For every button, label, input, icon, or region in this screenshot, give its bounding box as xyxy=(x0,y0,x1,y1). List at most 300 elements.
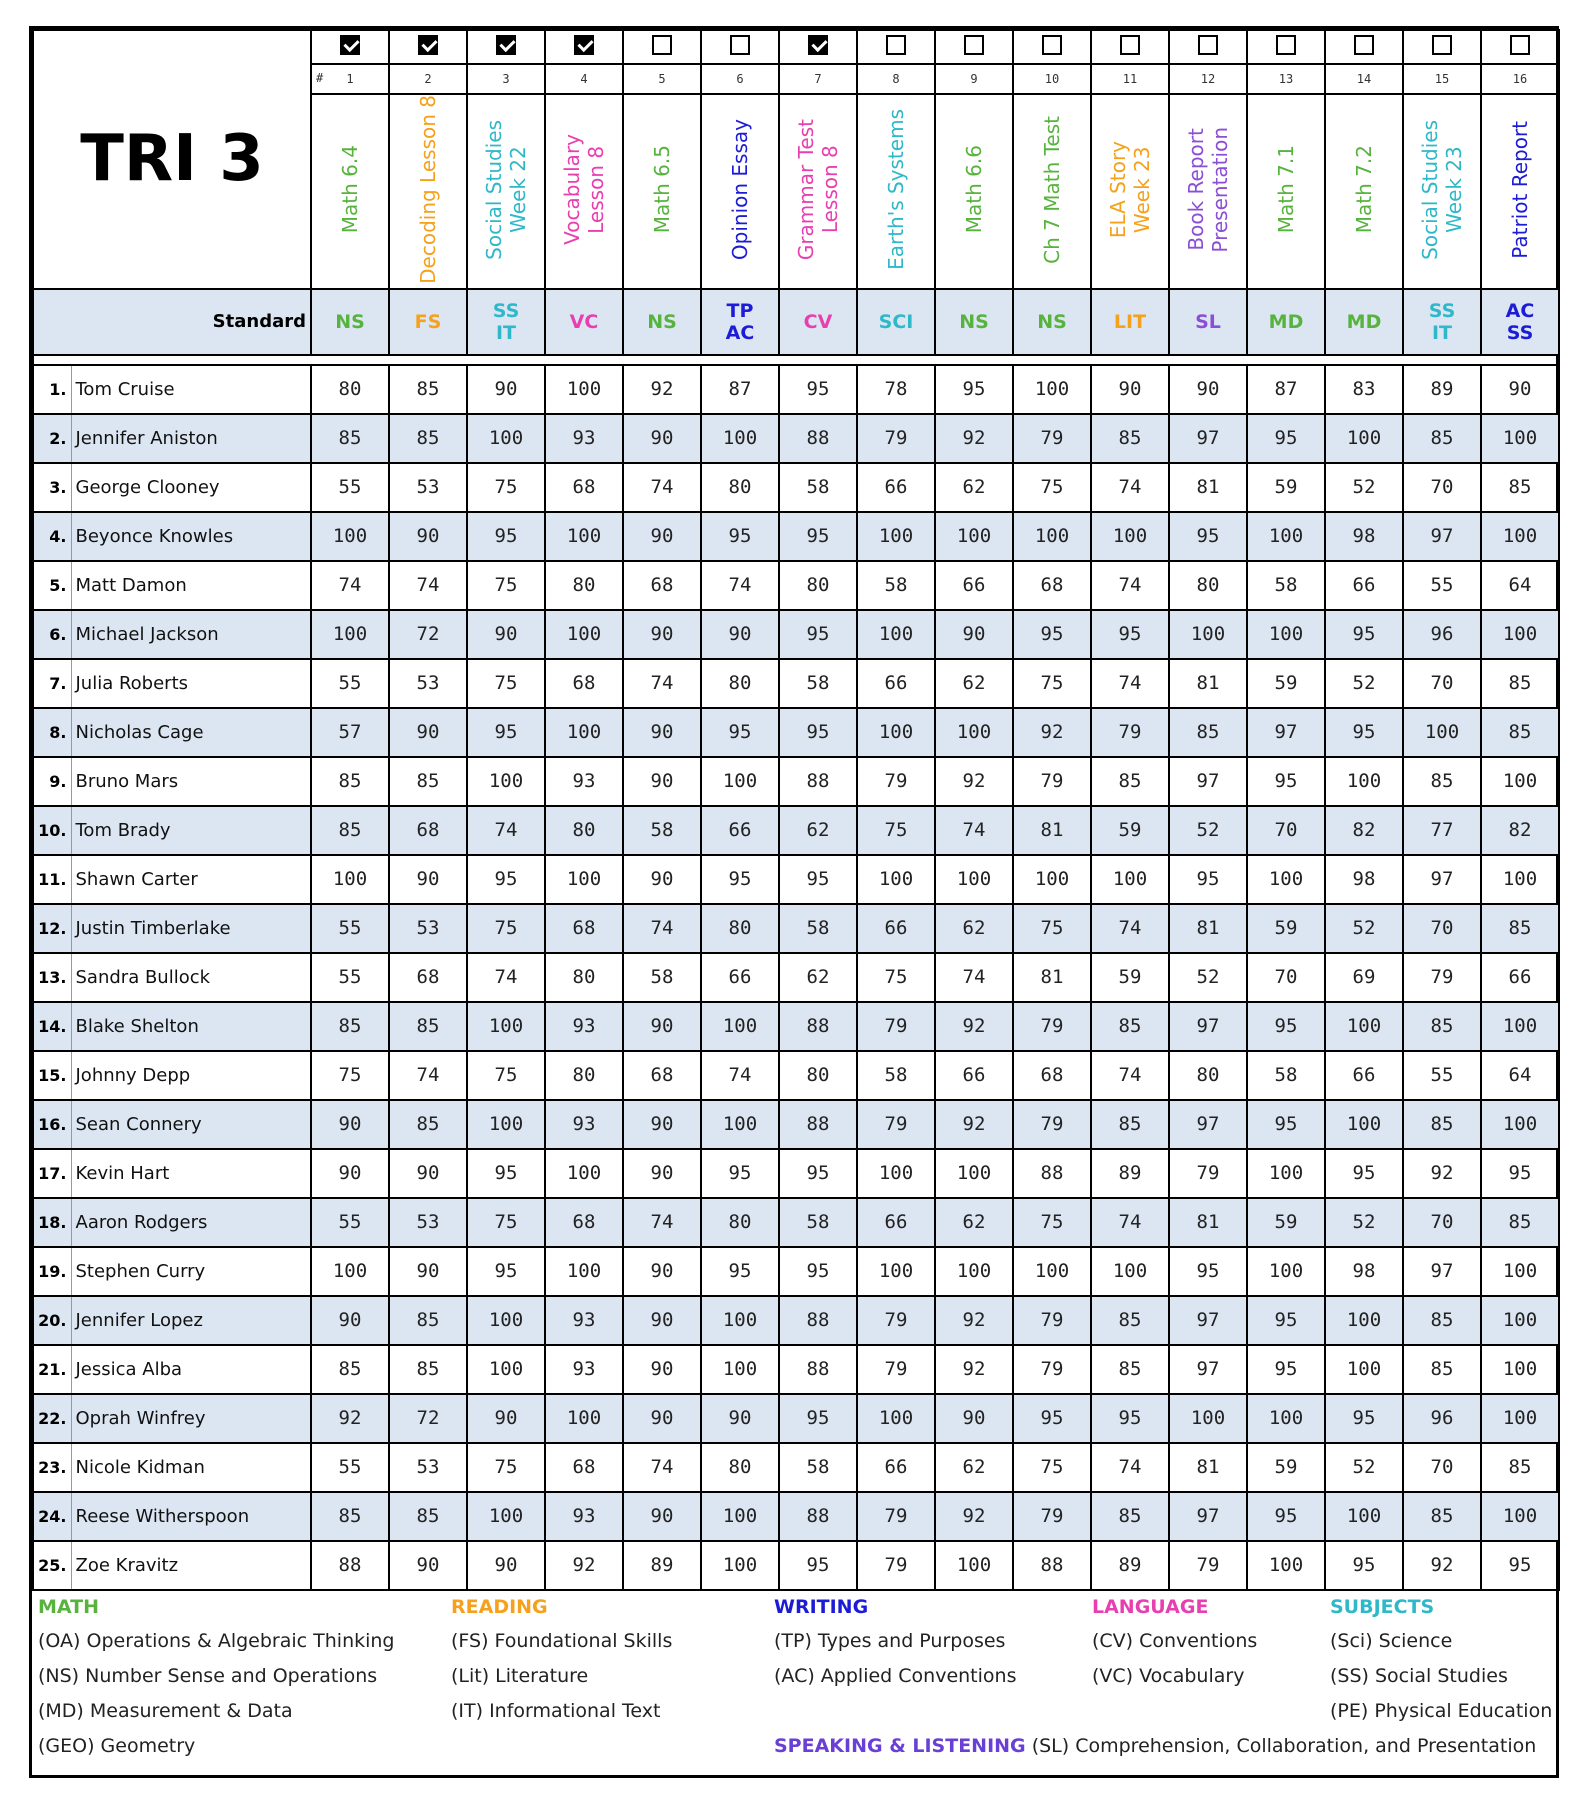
score-cell[interactable]: 66 xyxy=(701,953,779,1002)
score-cell[interactable]: 95 xyxy=(1481,1149,1559,1198)
score-cell[interactable]: 97 xyxy=(1169,1296,1247,1345)
score-cell[interactable]: 90 xyxy=(389,708,467,757)
score-cell[interactable]: 95 xyxy=(1013,610,1091,659)
score-cell[interactable]: 79 xyxy=(1403,953,1481,1002)
score-cell[interactable]: 95 xyxy=(1325,708,1403,757)
score-cell[interactable]: 66 xyxy=(1325,1051,1403,1100)
score-cell[interactable]: 92 xyxy=(1403,1149,1481,1198)
score-cell[interactable]: 97 xyxy=(1169,1492,1247,1541)
score-cell[interactable]: 90 xyxy=(935,610,1013,659)
score-cell[interactable]: 66 xyxy=(857,904,935,953)
score-cell[interactable]: 90 xyxy=(389,512,467,561)
score-cell[interactable]: 92 xyxy=(935,1345,1013,1394)
score-cell[interactable]: 81 xyxy=(1169,659,1247,708)
score-cell[interactable]: 66 xyxy=(935,561,1013,610)
score-cell[interactable]: 58 xyxy=(623,806,701,855)
score-cell[interactable]: 87 xyxy=(1247,365,1325,414)
score-cell[interactable]: 85 xyxy=(1481,904,1559,953)
score-cell[interactable]: 100 xyxy=(1247,1247,1325,1296)
score-cell[interactable]: 95 xyxy=(1325,610,1403,659)
score-cell[interactable]: 89 xyxy=(623,1541,701,1590)
checkbox-cell[interactable] xyxy=(1169,30,1247,64)
score-cell[interactable]: 75 xyxy=(311,1051,389,1100)
score-cell[interactable]: 97 xyxy=(1247,708,1325,757)
score-cell[interactable]: 90 xyxy=(623,1100,701,1149)
score-cell[interactable]: 100 xyxy=(467,1296,545,1345)
score-cell[interactable]: 59 xyxy=(1247,1443,1325,1492)
score-cell[interactable]: 79 xyxy=(1169,1149,1247,1198)
score-cell[interactable]: 75 xyxy=(857,806,935,855)
score-cell[interactable]: 98 xyxy=(1325,1247,1403,1296)
score-cell[interactable]: 85 xyxy=(389,1100,467,1149)
score-cell[interactable]: 85 xyxy=(1091,1345,1169,1394)
score-cell[interactable]: 79 xyxy=(1013,1296,1091,1345)
score-cell[interactable]: 100 xyxy=(857,1149,935,1198)
score-cell[interactable]: 77 xyxy=(1403,806,1481,855)
score-cell[interactable]: 55 xyxy=(1403,561,1481,610)
score-cell[interactable]: 100 xyxy=(1091,1247,1169,1296)
score-cell[interactable]: 74 xyxy=(1091,904,1169,953)
score-cell[interactable]: 92 xyxy=(1013,708,1091,757)
score-cell[interactable]: 66 xyxy=(1481,953,1559,1002)
checkbox-cell[interactable] xyxy=(623,30,701,64)
score-cell[interactable]: 92 xyxy=(935,1100,1013,1149)
checkbox-cell[interactable] xyxy=(779,30,857,64)
checkbox-cell[interactable] xyxy=(311,30,389,64)
score-cell[interactable]: 100 xyxy=(467,1100,545,1149)
score-cell[interactable]: 93 xyxy=(545,757,623,806)
score-cell[interactable]: 74 xyxy=(389,1051,467,1100)
score-cell[interactable]: 95 xyxy=(1325,1149,1403,1198)
score-cell[interactable]: 90 xyxy=(623,610,701,659)
score-cell[interactable]: 74 xyxy=(389,561,467,610)
score-cell[interactable]: 97 xyxy=(1403,1247,1481,1296)
score-cell[interactable]: 88 xyxy=(779,1002,857,1051)
score-cell[interactable]: 85 xyxy=(1091,757,1169,806)
score-cell[interactable]: 100 xyxy=(1091,512,1169,561)
score-cell[interactable]: 64 xyxy=(1481,1051,1559,1100)
score-cell[interactable]: 96 xyxy=(1403,1394,1481,1443)
score-cell[interactable]: 79 xyxy=(857,1345,935,1394)
score-cell[interactable]: 74 xyxy=(623,659,701,708)
score-cell[interactable]: 100 xyxy=(467,1345,545,1394)
score-cell[interactable]: 59 xyxy=(1091,806,1169,855)
score-cell[interactable]: 100 xyxy=(545,855,623,904)
score-cell[interactable]: 100 xyxy=(311,1247,389,1296)
score-cell[interactable]: 100 xyxy=(935,1541,1013,1590)
score-cell[interactable]: 92 xyxy=(623,365,701,414)
score-cell[interactable]: 100 xyxy=(1481,610,1559,659)
score-cell[interactable]: 100 xyxy=(1481,1296,1559,1345)
score-cell[interactable]: 75 xyxy=(1013,659,1091,708)
score-cell[interactable]: 95 xyxy=(1247,1002,1325,1051)
score-cell[interactable]: 100 xyxy=(545,1149,623,1198)
score-cell[interactable]: 52 xyxy=(1325,904,1403,953)
score-cell[interactable]: 95 xyxy=(1247,1100,1325,1149)
score-cell[interactable]: 75 xyxy=(467,463,545,512)
score-cell[interactable]: 95 xyxy=(701,855,779,904)
score-cell[interactable]: 95 xyxy=(467,855,545,904)
score-cell[interactable]: 66 xyxy=(935,1051,1013,1100)
score-cell[interactable]: 81 xyxy=(1169,1198,1247,1247)
score-cell[interactable]: 100 xyxy=(857,1247,935,1296)
score-cell[interactable]: 100 xyxy=(1247,1149,1325,1198)
score-cell[interactable]: 95 xyxy=(1247,1296,1325,1345)
score-cell[interactable]: 85 xyxy=(389,365,467,414)
score-cell[interactable]: 55 xyxy=(1403,1051,1481,1100)
score-cell[interactable]: 52 xyxy=(1325,1443,1403,1492)
assignment-checkbox[interactable] xyxy=(340,35,360,55)
score-cell[interactable]: 68 xyxy=(545,904,623,953)
score-cell[interactable]: 81 xyxy=(1169,904,1247,953)
score-cell[interactable]: 88 xyxy=(1013,1541,1091,1590)
score-cell[interactable]: 95 xyxy=(1247,414,1325,463)
score-cell[interactable]: 90 xyxy=(623,855,701,904)
score-cell[interactable]: 75 xyxy=(467,1443,545,1492)
score-cell[interactable]: 92 xyxy=(1403,1541,1481,1590)
score-cell[interactable]: 100 xyxy=(1013,1247,1091,1296)
score-cell[interactable]: 80 xyxy=(701,659,779,708)
score-cell[interactable]: 95 xyxy=(1247,1345,1325,1394)
score-cell[interactable]: 74 xyxy=(935,806,1013,855)
score-cell[interactable]: 95 xyxy=(467,1247,545,1296)
assignment-checkbox[interactable] xyxy=(1042,35,1062,55)
score-cell[interactable]: 79 xyxy=(1013,1100,1091,1149)
score-cell[interactable]: 95 xyxy=(701,1247,779,1296)
score-cell[interactable]: 80 xyxy=(701,1443,779,1492)
score-cell[interactable]: 95 xyxy=(779,1149,857,1198)
score-cell[interactable]: 68 xyxy=(1013,1051,1091,1100)
score-cell[interactable]: 100 xyxy=(467,1492,545,1541)
assignment-checkbox[interactable] xyxy=(1510,35,1530,55)
score-cell[interactable]: 75 xyxy=(857,953,935,1002)
score-cell[interactable]: 85 xyxy=(1403,757,1481,806)
score-cell[interactable]: 52 xyxy=(1169,806,1247,855)
score-cell[interactable]: 92 xyxy=(935,1002,1013,1051)
score-cell[interactable]: 55 xyxy=(311,904,389,953)
score-cell[interactable]: 66 xyxy=(701,806,779,855)
checkbox-cell[interactable] xyxy=(1091,30,1169,64)
score-cell[interactable]: 58 xyxy=(857,1051,935,1100)
score-cell[interactable]: 90 xyxy=(623,1149,701,1198)
score-cell[interactable]: 100 xyxy=(311,512,389,561)
score-cell[interactable]: 90 xyxy=(467,610,545,659)
score-cell[interactable]: 74 xyxy=(701,561,779,610)
score-cell[interactable]: 100 xyxy=(1247,1394,1325,1443)
score-cell[interactable]: 68 xyxy=(545,659,623,708)
score-cell[interactable]: 85 xyxy=(1403,1002,1481,1051)
score-cell[interactable]: 74 xyxy=(1091,1198,1169,1247)
score-cell[interactable]: 78 xyxy=(857,365,935,414)
assignment-checkbox[interactable] xyxy=(1198,35,1218,55)
score-cell[interactable]: 55 xyxy=(311,953,389,1002)
assignment-checkbox[interactable] xyxy=(652,35,672,55)
score-cell[interactable]: 100 xyxy=(1481,1247,1559,1296)
score-cell[interactable]: 100 xyxy=(701,757,779,806)
score-cell[interactable]: 100 xyxy=(1169,1394,1247,1443)
score-cell[interactable]: 100 xyxy=(311,610,389,659)
score-cell[interactable]: 57 xyxy=(311,708,389,757)
score-cell[interactable]: 100 xyxy=(1247,855,1325,904)
score-cell[interactable]: 79 xyxy=(857,757,935,806)
score-cell[interactable]: 79 xyxy=(857,1002,935,1051)
score-cell[interactable]: 95 xyxy=(1325,1541,1403,1590)
score-cell[interactable]: 85 xyxy=(389,1002,467,1051)
score-cell[interactable]: 95 xyxy=(1247,757,1325,806)
score-cell[interactable]: 75 xyxy=(467,659,545,708)
score-cell[interactable]: 59 xyxy=(1247,463,1325,512)
score-cell[interactable]: 89 xyxy=(1091,1541,1169,1590)
score-cell[interactable]: 62 xyxy=(935,659,1013,708)
assignment-checkbox[interactable] xyxy=(1276,35,1296,55)
checkbox-cell[interactable] xyxy=(1013,30,1091,64)
score-cell[interactable]: 100 xyxy=(701,1296,779,1345)
score-cell[interactable]: 100 xyxy=(701,1100,779,1149)
score-cell[interactable]: 81 xyxy=(1013,953,1091,1002)
score-cell[interactable]: 97 xyxy=(1169,414,1247,463)
score-cell[interactable]: 85 xyxy=(389,414,467,463)
score-cell[interactable]: 90 xyxy=(623,708,701,757)
score-cell[interactable]: 92 xyxy=(935,414,1013,463)
score-cell[interactable]: 74 xyxy=(1091,463,1169,512)
score-cell[interactable]: 85 xyxy=(1403,1296,1481,1345)
score-cell[interactable]: 85 xyxy=(1481,1443,1559,1492)
score-cell[interactable]: 100 xyxy=(1169,610,1247,659)
score-cell[interactable]: 95 xyxy=(1169,1247,1247,1296)
score-cell[interactable]: 66 xyxy=(857,1198,935,1247)
score-cell[interactable]: 68 xyxy=(545,1443,623,1492)
score-cell[interactable]: 52 xyxy=(1169,953,1247,1002)
score-cell[interactable]: 90 xyxy=(623,512,701,561)
score-cell[interactable]: 95 xyxy=(1091,1394,1169,1443)
score-cell[interactable]: 90 xyxy=(311,1100,389,1149)
score-cell[interactable]: 79 xyxy=(857,1541,935,1590)
score-cell[interactable]: 58 xyxy=(779,659,857,708)
score-cell[interactable]: 90 xyxy=(311,1149,389,1198)
score-cell[interactable]: 100 xyxy=(1481,757,1559,806)
score-cell[interactable]: 100 xyxy=(857,512,935,561)
score-cell[interactable]: 72 xyxy=(389,610,467,659)
score-cell[interactable]: 93 xyxy=(545,414,623,463)
score-cell[interactable]: 58 xyxy=(623,953,701,1002)
checkbox-cell[interactable] xyxy=(1247,30,1325,64)
score-cell[interactable]: 52 xyxy=(1325,659,1403,708)
score-cell[interactable]: 85 xyxy=(1091,1296,1169,1345)
score-cell[interactable]: 85 xyxy=(1403,1492,1481,1541)
score-cell[interactable]: 100 xyxy=(1481,1002,1559,1051)
score-cell[interactable]: 100 xyxy=(1481,855,1559,904)
score-cell[interactable]: 90 xyxy=(1169,365,1247,414)
score-cell[interactable]: 70 xyxy=(1247,953,1325,1002)
score-cell[interactable]: 79 xyxy=(1013,1002,1091,1051)
score-cell[interactable]: 100 xyxy=(1481,1100,1559,1149)
score-cell[interactable]: 100 xyxy=(1247,1541,1325,1590)
score-cell[interactable]: 96 xyxy=(1403,610,1481,659)
score-cell[interactable]: 79 xyxy=(857,1296,935,1345)
checkbox-cell[interactable] xyxy=(1481,30,1559,64)
score-cell[interactable]: 90 xyxy=(623,1492,701,1541)
score-cell[interactable]: 75 xyxy=(1013,1443,1091,1492)
score-cell[interactable]: 66 xyxy=(857,463,935,512)
assignment-checkbox[interactable] xyxy=(808,35,828,55)
score-cell[interactable]: 95 xyxy=(779,1541,857,1590)
score-cell[interactable]: 85 xyxy=(1481,463,1559,512)
score-cell[interactable]: 88 xyxy=(779,1296,857,1345)
score-cell[interactable]: 92 xyxy=(545,1541,623,1590)
assignment-checkbox[interactable] xyxy=(730,35,750,55)
score-cell[interactable]: 85 xyxy=(1091,1100,1169,1149)
score-cell[interactable]: 100 xyxy=(935,855,1013,904)
score-cell[interactable]: 90 xyxy=(467,1541,545,1590)
score-cell[interactable]: 100 xyxy=(701,1345,779,1394)
checkbox-cell[interactable] xyxy=(935,30,1013,64)
score-cell[interactable]: 52 xyxy=(1325,463,1403,512)
score-cell[interactable]: 70 xyxy=(1403,1443,1481,1492)
score-cell[interactable]: 80 xyxy=(311,365,389,414)
score-cell[interactable]: 79 xyxy=(1169,1541,1247,1590)
score-cell[interactable]: 68 xyxy=(389,806,467,855)
score-cell[interactable]: 97 xyxy=(1169,1002,1247,1051)
score-cell[interactable]: 85 xyxy=(311,414,389,463)
score-cell[interactable]: 62 xyxy=(935,1198,1013,1247)
score-cell[interactable]: 80 xyxy=(1169,1051,1247,1100)
score-cell[interactable]: 95 xyxy=(779,512,857,561)
score-cell[interactable]: 53 xyxy=(389,904,467,953)
score-cell[interactable]: 97 xyxy=(1403,855,1481,904)
score-cell[interactable]: 88 xyxy=(1013,1149,1091,1198)
score-cell[interactable]: 100 xyxy=(1325,757,1403,806)
score-cell[interactable]: 100 xyxy=(1481,1345,1559,1394)
score-cell[interactable]: 68 xyxy=(389,953,467,1002)
score-cell[interactable]: 85 xyxy=(311,1002,389,1051)
score-cell[interactable]: 85 xyxy=(1091,1492,1169,1541)
score-cell[interactable]: 59 xyxy=(1247,1198,1325,1247)
score-cell[interactable]: 55 xyxy=(311,1198,389,1247)
score-cell[interactable]: 100 xyxy=(935,512,1013,561)
score-cell[interactable]: 95 xyxy=(779,1394,857,1443)
score-cell[interactable]: 100 xyxy=(935,1247,1013,1296)
score-cell[interactable]: 100 xyxy=(701,1541,779,1590)
score-cell[interactable]: 69 xyxy=(1325,953,1403,1002)
score-cell[interactable]: 90 xyxy=(389,1247,467,1296)
score-cell[interactable]: 85 xyxy=(389,757,467,806)
score-cell[interactable]: 97 xyxy=(1169,757,1247,806)
score-cell[interactable]: 95 xyxy=(1325,1394,1403,1443)
score-cell[interactable]: 58 xyxy=(857,561,935,610)
score-cell[interactable]: 74 xyxy=(623,904,701,953)
score-cell[interactable]: 58 xyxy=(1247,1051,1325,1100)
assignment-checkbox[interactable] xyxy=(574,35,594,55)
score-cell[interactable]: 82 xyxy=(1481,806,1559,855)
score-cell[interactable]: 81 xyxy=(1169,463,1247,512)
score-cell[interactable]: 74 xyxy=(935,953,1013,1002)
score-cell[interactable]: 97 xyxy=(1403,512,1481,561)
score-cell[interactable]: 92 xyxy=(935,1296,1013,1345)
score-cell[interactable]: 79 xyxy=(1013,1492,1091,1541)
assignment-checkbox[interactable] xyxy=(418,35,438,55)
score-cell[interactable]: 90 xyxy=(467,1394,545,1443)
score-cell[interactable]: 70 xyxy=(1403,463,1481,512)
score-cell[interactable]: 85 xyxy=(311,1345,389,1394)
score-cell[interactable]: 59 xyxy=(1247,659,1325,708)
score-cell[interactable]: 95 xyxy=(467,1149,545,1198)
score-cell[interactable]: 70 xyxy=(1403,904,1481,953)
score-cell[interactable]: 100 xyxy=(701,1492,779,1541)
score-cell[interactable]: 70 xyxy=(1247,806,1325,855)
score-cell[interactable]: 58 xyxy=(779,1198,857,1247)
score-cell[interactable]: 53 xyxy=(389,659,467,708)
score-cell[interactable]: 100 xyxy=(1013,512,1091,561)
score-cell[interactable]: 53 xyxy=(389,1198,467,1247)
score-cell[interactable]: 68 xyxy=(545,463,623,512)
score-cell[interactable]: 74 xyxy=(467,953,545,1002)
score-cell[interactable]: 97 xyxy=(1169,1100,1247,1149)
score-cell[interactable]: 92 xyxy=(935,1492,1013,1541)
score-cell[interactable]: 89 xyxy=(1091,1149,1169,1198)
score-cell[interactable]: 66 xyxy=(857,1443,935,1492)
score-cell[interactable]: 93 xyxy=(545,1492,623,1541)
score-cell[interactable]: 75 xyxy=(1013,1198,1091,1247)
score-cell[interactable]: 100 xyxy=(1013,365,1091,414)
score-cell[interactable]: 88 xyxy=(311,1541,389,1590)
score-cell[interactable]: 80 xyxy=(545,561,623,610)
score-cell[interactable]: 95 xyxy=(701,1149,779,1198)
score-cell[interactable]: 59 xyxy=(1247,904,1325,953)
score-cell[interactable]: 100 xyxy=(857,1394,935,1443)
score-cell[interactable]: 100 xyxy=(545,610,623,659)
score-cell[interactable]: 100 xyxy=(1481,1492,1559,1541)
score-cell[interactable]: 85 xyxy=(1091,1002,1169,1051)
score-cell[interactable]: 74 xyxy=(1091,659,1169,708)
score-cell[interactable]: 75 xyxy=(467,561,545,610)
score-cell[interactable]: 62 xyxy=(935,1443,1013,1492)
score-cell[interactable]: 100 xyxy=(467,1002,545,1051)
score-cell[interactable]: 92 xyxy=(311,1394,389,1443)
checkbox-cell[interactable] xyxy=(857,30,935,64)
score-cell[interactable]: 90 xyxy=(623,1345,701,1394)
score-cell[interactable]: 82 xyxy=(1325,806,1403,855)
score-cell[interactable]: 90 xyxy=(1481,365,1559,414)
score-cell[interactable]: 62 xyxy=(935,463,1013,512)
score-cell[interactable]: 70 xyxy=(1403,1198,1481,1247)
score-cell[interactable]: 81 xyxy=(1169,1443,1247,1492)
assignment-checkbox[interactable] xyxy=(496,35,516,55)
score-cell[interactable]: 80 xyxy=(701,1198,779,1247)
score-cell[interactable]: 74 xyxy=(311,561,389,610)
score-cell[interactable]: 81 xyxy=(1013,806,1091,855)
score-cell[interactable]: 90 xyxy=(935,1394,1013,1443)
score-cell[interactable]: 58 xyxy=(779,1443,857,1492)
score-cell[interactable]: 90 xyxy=(467,365,545,414)
score-cell[interactable]: 90 xyxy=(701,610,779,659)
score-cell[interactable]: 58 xyxy=(779,463,857,512)
score-cell[interactable]: 95 xyxy=(1091,610,1169,659)
score-cell[interactable]: 55 xyxy=(311,1443,389,1492)
score-cell[interactable]: 95 xyxy=(1169,855,1247,904)
checkbox-cell[interactable] xyxy=(389,30,467,64)
score-cell[interactable]: 88 xyxy=(779,1345,857,1394)
score-cell[interactable]: 85 xyxy=(1091,414,1169,463)
score-cell[interactable]: 80 xyxy=(701,904,779,953)
score-cell[interactable]: 80 xyxy=(779,1051,857,1100)
score-cell[interactable]: 95 xyxy=(701,512,779,561)
score-cell[interactable]: 100 xyxy=(467,414,545,463)
score-cell[interactable]: 68 xyxy=(545,1198,623,1247)
score-cell[interactable]: 88 xyxy=(779,757,857,806)
score-cell[interactable]: 75 xyxy=(467,1198,545,1247)
assignment-checkbox[interactable] xyxy=(964,35,984,55)
score-cell[interactable]: 100 xyxy=(935,1149,1013,1198)
